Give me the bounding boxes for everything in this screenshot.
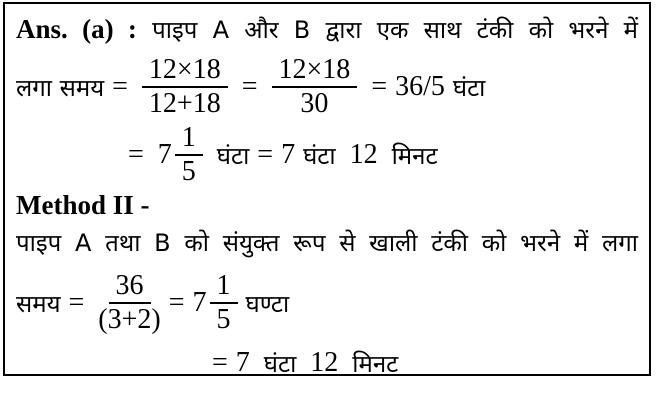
equals-sign: = bbox=[68, 287, 85, 318]
unit-label: घंटा bbox=[452, 73, 486, 102]
method2-heading-line bbox=[16, 189, 638, 221]
fraction-numerator: 12×18 bbox=[142, 55, 228, 88]
minutes-value: 12 bbox=[310, 347, 339, 376]
fraction bbox=[98, 271, 160, 335]
solution-box bbox=[3, 2, 651, 376]
equals-sign: = bbox=[257, 139, 274, 170]
unit-label: घंटा bbox=[303, 141, 336, 170]
final-answer-line bbox=[16, 344, 638, 376]
method2-heading: Method II - bbox=[16, 190, 150, 220]
equals-sign: = bbox=[371, 71, 388, 102]
answer-line bbox=[16, 9, 638, 49]
minutes-value: 12 bbox=[349, 139, 378, 170]
equation-lhs: समय bbox=[16, 289, 61, 318]
fraction-numerator: 12×18 bbox=[272, 55, 358, 88]
unit-label: घंटा bbox=[263, 349, 297, 376]
fraction-denominator: 5 bbox=[216, 304, 231, 335]
equation-combined-time bbox=[16, 51, 638, 123]
fraction-denominator: 30 bbox=[300, 88, 329, 119]
fraction bbox=[142, 55, 228, 119]
equals-sign: = bbox=[128, 139, 144, 170]
unit-label: मिनट bbox=[391, 141, 438, 170]
hours-value: 7 bbox=[235, 347, 250, 376]
unit-label: घण्टा bbox=[245, 289, 290, 318]
equation-lhs: लगा समय bbox=[16, 73, 105, 102]
hours-value: 7 bbox=[281, 139, 296, 170]
fraction bbox=[272, 55, 358, 119]
answer-label: Ans. (a) : bbox=[16, 14, 137, 44]
fraction bbox=[210, 271, 238, 335]
unit-label: मिनट bbox=[352, 349, 399, 376]
whole-number: 7 bbox=[157, 139, 172, 170]
answer-line-text: पाइप A और B द्वारा एक साथ टंकी को भरने में bbox=[152, 16, 638, 44]
method2-description-text: पाइप A तथा B को संयुक्त रूप से खाली टंकी को भरने में लगा bbox=[16, 229, 638, 257]
fraction bbox=[175, 123, 203, 187]
equals-sign: = bbox=[212, 347, 228, 376]
result-value: 36/5 bbox=[395, 71, 445, 102]
fraction-numerator: 36 bbox=[109, 271, 151, 304]
equals-sign: = bbox=[112, 71, 128, 102]
equals-sign: = bbox=[241, 71, 258, 102]
fraction-denominator: (3+2) bbox=[98, 304, 161, 335]
fraction-numerator: 1 bbox=[175, 123, 203, 156]
equation-method2 bbox=[16, 262, 638, 344]
fraction-denominator: 5 bbox=[181, 156, 196, 187]
fraction-numerator: 1 bbox=[210, 271, 238, 304]
whole-number: 7 bbox=[192, 287, 207, 318]
equals-sign: = bbox=[168, 287, 185, 318]
equation-mixed-number bbox=[16, 123, 638, 187]
unit-label: घंटा bbox=[216, 141, 250, 170]
fraction-denominator: 12+18 bbox=[148, 88, 221, 119]
method2-description bbox=[16, 224, 638, 262]
